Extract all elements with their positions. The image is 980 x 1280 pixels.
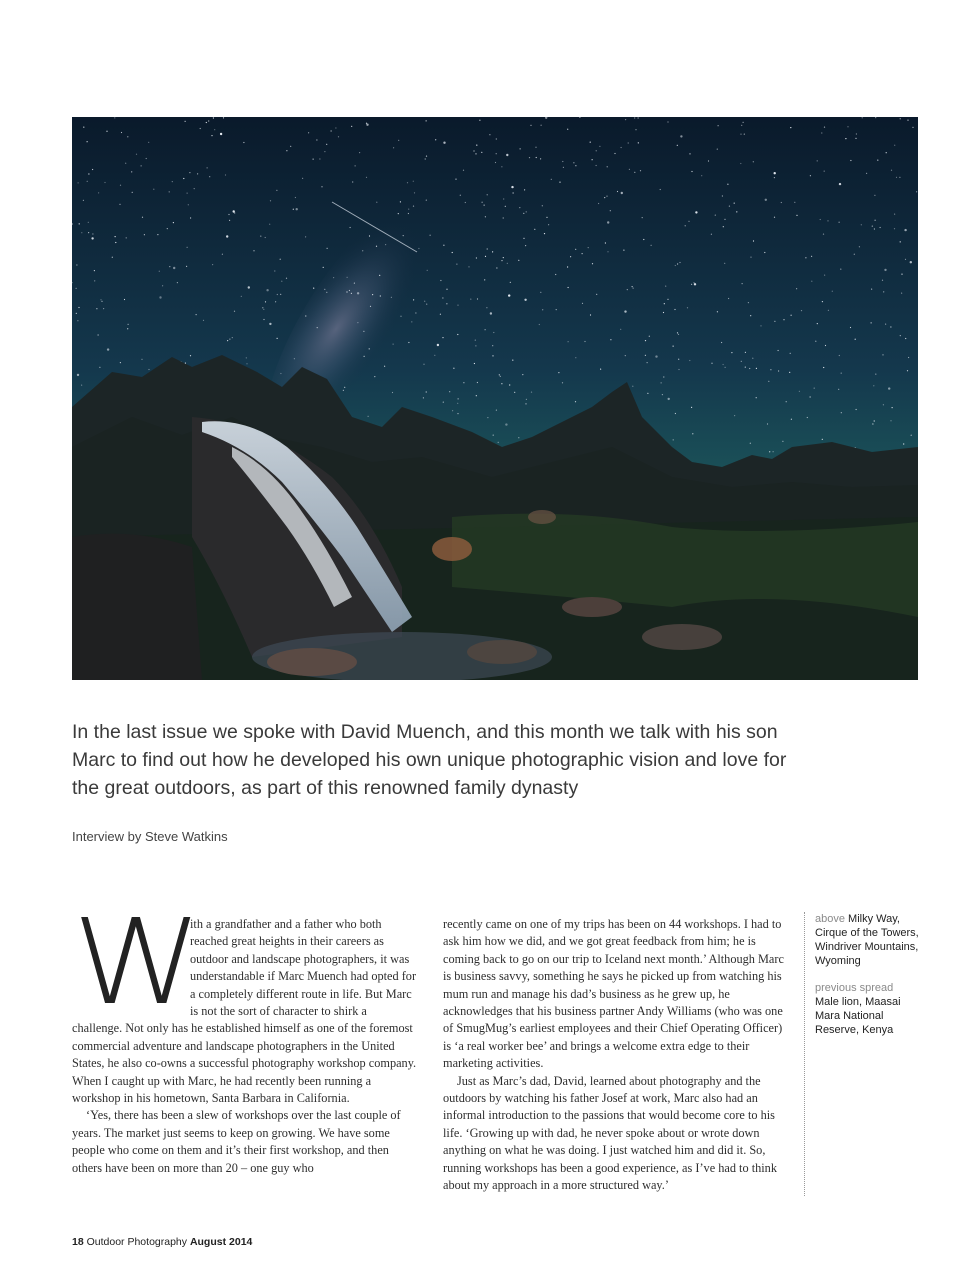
page-number: 18	[72, 1236, 84, 1248]
page-folio	[72, 1236, 252, 1248]
article-paragraph: recently came on one of my trips has been on 44 workshops. I had to ask him how we did, and we got great feedback from him; he is coming back to go on our trip to Iceland next month.’ Although Marc is business savvy, something he says he picked up from watching his mum run and manage his dad’s business as he grew up, he acknowledges that his business partner Andy Williams (who was one of SmugMug’s earliest employees and their Chief Operating Officer) is ‘a real worker bee’ and brings a welcome extra edge to their marketing activities.	[443, 917, 784, 1071]
caption-label: above	[815, 913, 845, 925]
article-column-2	[443, 916, 790, 1195]
standfirst: In the last issue we spoke with David Muench, and this month we talk with his son Marc to find out how he developed his own unique photographic vision and love for the great outdoors, as part of this renowned family dynasty	[72, 721, 787, 799]
caption-above	[815, 912, 923, 968]
caption-text: Male lion, Maasai Mara National Reserve, Kenya	[815, 996, 901, 1036]
magazine-name: Outdoor Photography	[86, 1236, 188, 1248]
night-sky-waterfall-image	[72, 117, 918, 680]
photo-captions	[815, 912, 923, 1050]
hero-photo	[72, 117, 918, 680]
caption-divider	[804, 912, 805, 1196]
article-paragraph: ith a grandfather and a father who both reached great heights in their careers as outdoor and landscape photographers, it was understandable if Marc Muench had opted for a completely different route in life. But Marc is not the sort of character to shirk a challenge. Not only has he established himself as one of the foremost commercial adventure and landscape photographers in the United States, he also co-owns a successful photography workshop company. When I caught up with Marc, he had recently been running a workshop in his hometown, Santa Barbara in California.	[72, 917, 417, 1106]
caption-text: Milky Way, Cirque of the Towers, Windriver Mountains, Wyoming	[815, 913, 919, 967]
caption-previous-spread	[815, 981, 923, 1037]
article-paragraph: ‘Yes, there has been a slew of workshops over the last couple of years. The market just seems to keep on growing. We have some people who come on them and it’s their first workshop, and then others have been on more than 20 – one guy who	[72, 1108, 401, 1175]
drop-cap: W	[72, 893, 196, 1031]
issue-date: August 2014	[189, 1236, 253, 1248]
caption-label: previous spread	[815, 982, 894, 994]
article-paragraph: Just as Marc’s dad, David, learned about photography and the outdoors by watching his father Josef at work, Marc also had an informal introduction to the passions that would become core to his life. ‘Growing up with dad, he never spoke about or wrote down anything on what he was doing. I just watched him and did it. So, running workshops has been a good experience, as I’ve had to think about my approach in a more structured way.’	[443, 1073, 777, 1193]
article-column-1	[72, 893, 419, 1177]
byline: Interview by Steve Watkins	[72, 829, 228, 844]
